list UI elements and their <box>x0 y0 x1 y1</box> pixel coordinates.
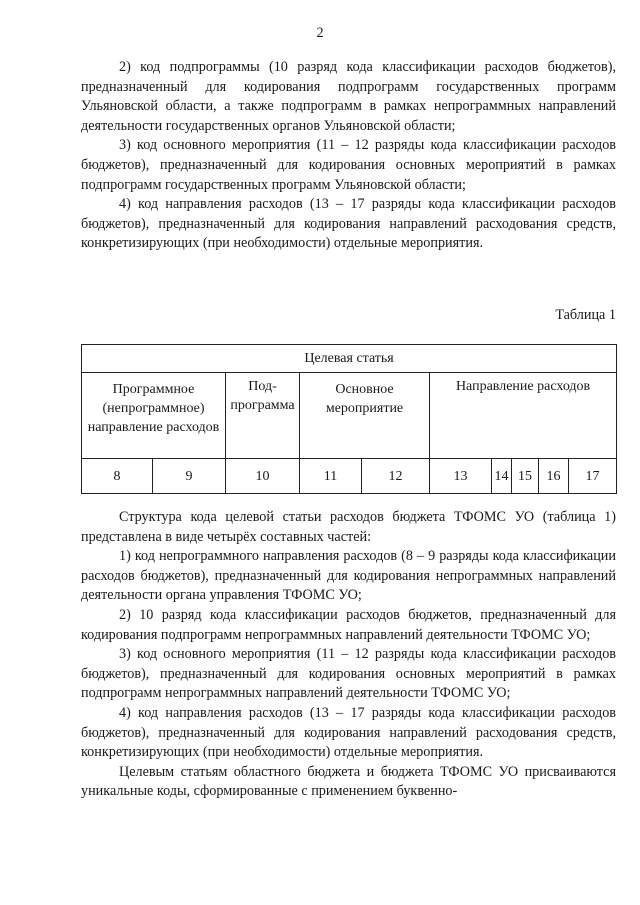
paragraph-tenth-digit: 2) 10 разряд кода классификации расходов бюджетов, предназначенный для кодирования подпрограмм непрограммных направлений деятельности ТФОМС УО; <box>81 606 616 643</box>
paragraph-expense-direction-tfoms: 4) код направления расходов (13 – 17 разряды кода классификации расходов бюджетов), предназначенный для кодирования направлений расходования средств, конкретизирующих (при необходимости) отдельные мероприятия. <box>81 704 616 761</box>
digit-cell: 8 <box>82 459 153 494</box>
digit-cell: 16 <box>539 459 569 494</box>
table-caption-row: Целевая статья <box>82 345 617 373</box>
paragraph-main-activity-code: 3) код основного мероприятия (11 – 12 разряды кода классификации расходов бюджетов), предназначенный для кодирования основных мероприятий в рамках подпрограмм государственных программ Ульяновской области; <box>81 137 616 193</box>
header-program-direction: Программное (непрограммное) направление расходов <box>82 373 226 459</box>
header-subprogram: Под-программа <box>226 373 300 459</box>
target-article-table <box>81 344 617 494</box>
paragraph-expense-direction-code: 4) код направления расходов (13 – 17 разряды кода классификации расходов бюджетов), предназначенный для кодирования направлений расходования средств, конкретизирующих (при необходимости) отдельные мероприятия. <box>81 196 616 252</box>
table-caption: Таблица 1 <box>555 307 616 323</box>
digit-cell: 12 <box>362 459 430 494</box>
top-text-block <box>81 58 616 254</box>
digit-cell: 10 <box>226 459 300 494</box>
page-number: 2 <box>316 25 324 41</box>
digit-cell: 9 <box>153 459 226 494</box>
digit-cell: 14 <box>492 459 512 494</box>
digit-cell: 15 <box>512 459 539 494</box>
paragraph-nonprogram-code: 1) код непрограммного направления расходов (8 – 9 разряды кода классификации расходов бюджетов), предназначенный для кодирования непрограммных направлений деятельности органа управления ТФОМС УО; <box>81 548 616 604</box>
paragraph-structure-intro: Структура кода целевой статьи расходов бюджета ТФОМС УО (таблица 1) представлена в виде четырёх составных частей: <box>81 509 616 545</box>
digit-cell: 17 <box>569 459 617 494</box>
digit-cell: 11 <box>300 459 362 494</box>
paragraph-subprogram-code: 2) код подпрограммы (10 разряд кода классификации расходов бюджетов), предназначенный для кодирования подпрограмм государственных программ Ульяновской области, а также подпрограмм в рамках непрограммных направлений деятельности государственных органов Ульяновской области; <box>81 59 616 134</box>
paragraph-main-activity-tfoms: 3) код основного мероприятия (11 – 12 разряды кода классификации расходов бюджетов), предназначенный для кодирования основных мероприятий в рамках подпрограмм непрограммных направлений деятельности ТФОМС УО; <box>81 646 616 702</box>
paragraph-unique-codes: Целевым статьям областного бюджета и бюджета ТФОМС УО присваиваются уникальные коды, сформированные с применением буквенно- <box>81 763 616 800</box>
header-main-activity: Основное мероприятие <box>300 373 430 459</box>
header-expense-direction: Направление расходов <box>430 373 617 459</box>
digit-cell: 13 <box>430 459 492 494</box>
bottom-text-block <box>81 508 616 802</box>
